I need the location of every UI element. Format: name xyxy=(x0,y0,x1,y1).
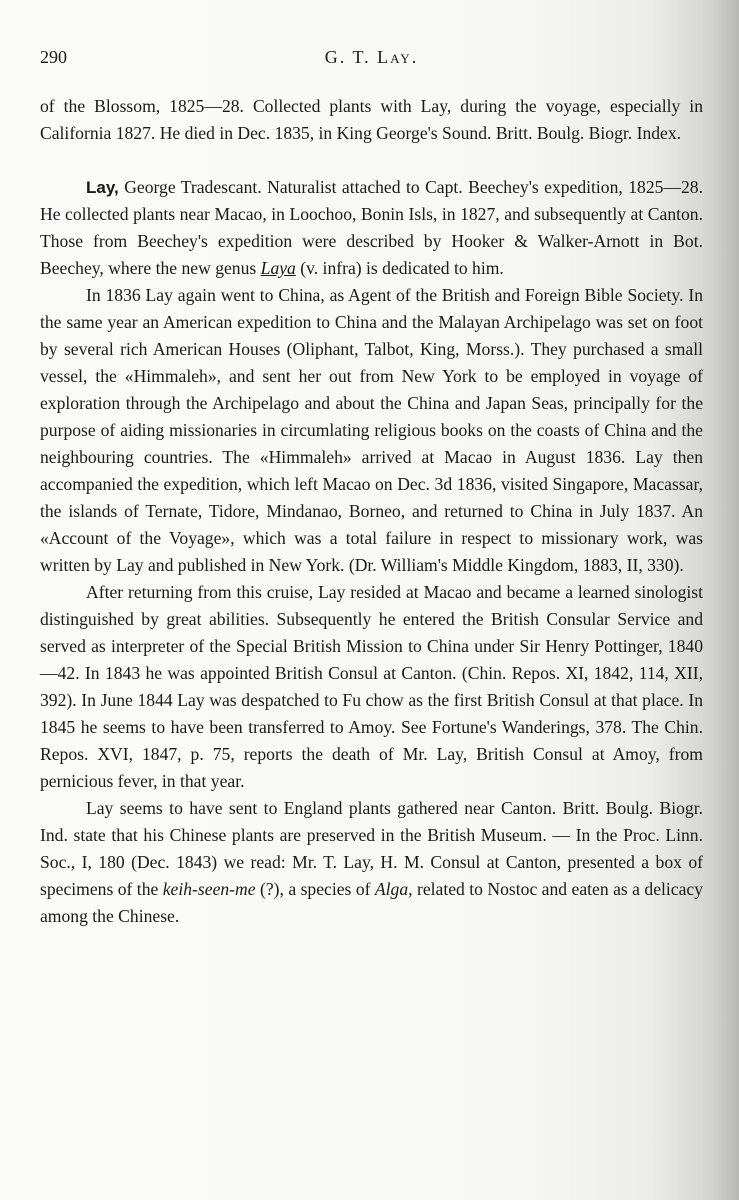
body-text xyxy=(40,93,703,930)
alga-term: Alga, xyxy=(374,879,413,899)
paragraph-lay-entry xyxy=(40,174,703,282)
running-title-main: G. T. L xyxy=(324,47,391,67)
page-number: 290 xyxy=(40,47,67,67)
paragraph-plants-canton xyxy=(40,795,703,930)
keih-seen-me-term: keih-seen-me xyxy=(162,879,256,899)
running-title xyxy=(40,44,703,71)
plants-text-c: related to Nostoc and eaten as a delicacy among the Chinese. xyxy=(40,879,704,926)
genus-name: Laya xyxy=(260,258,296,278)
running-title-smallcaps: ay. xyxy=(390,47,419,67)
paragraph-after-cruise: After returning from this cruise, Lay resided at Macao and became a learned sinologist distinguished by great abilities. Subsequently he entered the British Consular Service and served as interpreter of the Special British Mission to China under Sir Henry Pottinger, 1840—42. In 1843 he was appointed British Consul at Canton. (Chin. Repos. XI, 1842, 114, XII, 392). In June 1844 Lay was despatched to Fu chow as the first British Consul at that place. In 1845 he seems to have been transferred to Amoy. See Fortune's Wanderings, 378. The Chin. Repos. XVI, 1847, p. 75, reports the death of Mr. Lay, British Consul at Amoy, from pernicious fever, in that year. xyxy=(40,582,703,791)
entry-text-b: (v. infra) is dedicated to him. xyxy=(295,258,504,278)
paragraph-china-1836: In 1836 Lay again went to China, as Agent of the British and Foreign Bible Society. In the same year an American expedition to China and the Malayan Archipelago was set on foot by several rich American Houses (Oliphant, Talbot, King, Morss.). They purchased a small vessel, the «Himmaleh», and sent her out from New York to be employed in voyage of exploration through the Archipelago and about the China and Japan Seas, principally for the purpose of aiding missionaries in circumlating religious books on the coasts of China and the neighbouring countries. The «Himmaleh» arrived at Macao in August 1836. Lay then accompanied the expedition, which left Macao on Dec. 3d 1836, visited Singapore, Macassar, the islands of Ternate, Tidore, Mindanao, Borneo, and returned to China in July 1837. An «Account of the Voyage», which was a total failure in respect to missionary work, was written by Lay and published in New York. (Dr. William's Middle Kingdom, 1883, II, 330). xyxy=(40,285,703,575)
plants-text-a: Lay seems to have sent to England plants gathered near Canton. Britt. Boulg. Biogr. Ind. state that his Chinese plants are preserved in the British Museum. — In the Proc. Linn. Soc., I, 180 (Dec. 1843) we read: Mr. T. Lay, H. M. Consul at Canton, presented a box of specimens of the xyxy=(40,798,703,899)
entry-heading: Lay, xyxy=(86,178,119,197)
plants-text-b: (?), a species of xyxy=(255,879,375,899)
entry-spacer xyxy=(40,147,703,174)
paragraph-blossom-continuation: of the Blossom, 1825—28. Collected plants with Lay, during the voyage, especially in California 1827. He died in Dec. 1835, in King George's Sound. Britt. Boulg. Biogr. Index. xyxy=(40,96,703,143)
page-header xyxy=(40,44,703,70)
entry-text-a: George Tradescant. Naturalist attached to Capt. Beechey's expedition, 1825—28. He collected plants near Macao, in Loochoo, Bonin Isls, in 1827, and subsequently at Canton. Those from Beechey's expedition were described by Hooker & Walker-Arnott in Bot. Beechey, where the new genus xyxy=(40,177,703,278)
